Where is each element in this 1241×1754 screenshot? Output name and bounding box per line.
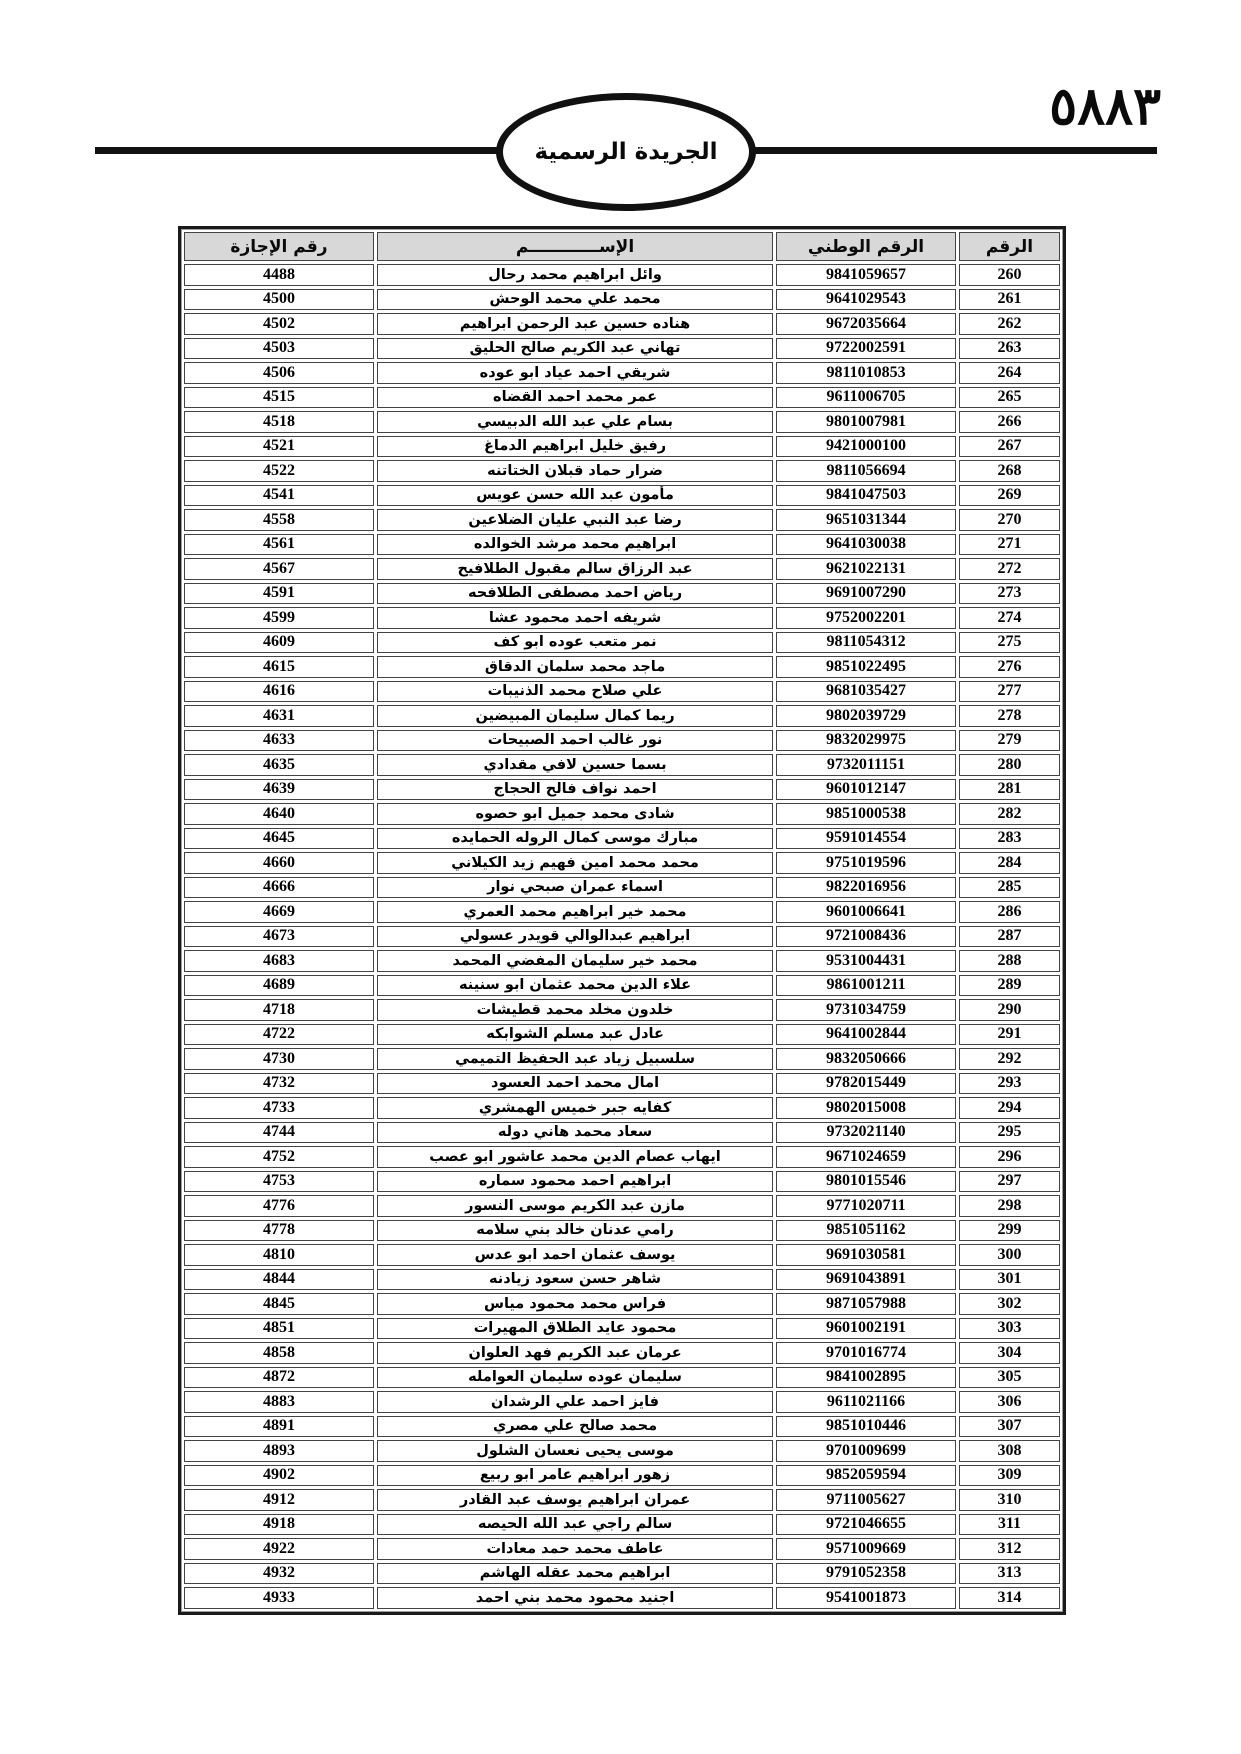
license-number-cell: 4503 — [184, 338, 374, 360]
national-id-cell: 9851000538 — [776, 803, 956, 825]
national-id-cell: 9851010446 — [776, 1416, 956, 1438]
license-number-cell: 4858 — [184, 1342, 374, 1364]
national-id-cell: 9721046655 — [776, 1514, 956, 1536]
table-row — [184, 901, 1060, 923]
name-cell: رفيق خليل ابراهيم الدماغ — [377, 436, 773, 458]
license-number-cell: 4845 — [184, 1293, 374, 1315]
national-id-cell: 9852059594 — [776, 1465, 956, 1487]
header-serial: الرقم — [959, 232, 1060, 261]
national-id-cell: 9531004431 — [776, 950, 956, 972]
table-row — [184, 779, 1060, 801]
table-row — [184, 950, 1060, 972]
serial-cell: 282 — [959, 803, 1060, 825]
name-cell: تهاني عبد الكريم صالح الحليق — [377, 338, 773, 360]
serial-cell: 277 — [959, 681, 1060, 703]
license-number-cell: 4673 — [184, 926, 374, 948]
serial-cell: 264 — [959, 362, 1060, 384]
name-cell: علاء الدين محمد عثمان ابو سنينه — [377, 975, 773, 997]
table-row — [184, 1293, 1060, 1315]
serial-cell: 278 — [959, 705, 1060, 727]
serial-cell: 270 — [959, 509, 1060, 531]
serial-cell: 260 — [959, 264, 1060, 286]
serial-cell: 289 — [959, 975, 1060, 997]
table-row — [184, 999, 1060, 1021]
national-id-cell: 9811056694 — [776, 460, 956, 482]
national-id-cell: 9801015546 — [776, 1171, 956, 1193]
name-cell: شريقي احمد عياد ابو عوده — [377, 362, 773, 384]
national-id-cell: 9802039729 — [776, 705, 956, 727]
license-number-cell: 4567 — [184, 558, 374, 580]
license-number-cell: 4609 — [184, 632, 374, 654]
table-row — [184, 411, 1060, 433]
national-id-cell: 9851022495 — [776, 656, 956, 678]
name-cell: يوسف عثمان احمد ابو عدس — [377, 1244, 773, 1266]
name-cell: شريفه احمد محمود عشا — [377, 607, 773, 629]
license-number-cell: 4730 — [184, 1048, 374, 1070]
header-license-number: رقم الإجازة — [184, 232, 374, 261]
name-cell: عاطف محمد حمد معادات — [377, 1538, 773, 1560]
table-row — [184, 1024, 1060, 1046]
license-number-cell: 4616 — [184, 681, 374, 703]
license-number-cell: 4631 — [184, 705, 374, 727]
national-id-cell: 9731034759 — [776, 999, 956, 1021]
license-number-cell: 4733 — [184, 1097, 374, 1119]
serial-cell: 263 — [959, 338, 1060, 360]
national-id-cell: 9601012147 — [776, 779, 956, 801]
serial-cell: 295 — [959, 1122, 1060, 1144]
header-national-id: الرقم الوطني — [776, 232, 956, 261]
gazette-title: الجريدة الرسمية — [534, 139, 718, 165]
national-id-cell: 9601002191 — [776, 1318, 956, 1340]
national-id-cell: 9871057988 — [776, 1293, 956, 1315]
name-cell: عرمان عبد الكريم فهد العلوان — [377, 1342, 773, 1364]
serial-cell: 280 — [959, 754, 1060, 776]
national-id-cell: 9771020711 — [776, 1195, 956, 1217]
serial-cell: 312 — [959, 1538, 1060, 1560]
table-row — [184, 1220, 1060, 1242]
national-id-cell: 9591014554 — [776, 828, 956, 850]
name-cell: مبارك موسى كمال الروله الحمايده — [377, 828, 773, 850]
name-cell: بسما حسين لافي مقدادي — [377, 754, 773, 776]
table-header-row — [184, 232, 1060, 261]
name-cell: فايز احمد علي الرشدان — [377, 1391, 773, 1413]
serial-cell: 266 — [959, 411, 1060, 433]
name-cell: زهور ابراهيم عامر ابو ربيع — [377, 1465, 773, 1487]
serial-cell: 299 — [959, 1220, 1060, 1242]
license-number-cell: 4639 — [184, 779, 374, 801]
license-number-cell: 4922 — [184, 1538, 374, 1560]
serial-cell: 314 — [959, 1587, 1060, 1609]
name-cell: وائل ابراهيم محمد رحال — [377, 264, 773, 286]
license-number-cell: 4541 — [184, 485, 374, 507]
table-row — [184, 1244, 1060, 1266]
table-row — [184, 607, 1060, 629]
name-cell: كفايه جبر خميس الهمشري — [377, 1097, 773, 1119]
national-id-cell: 9811054312 — [776, 632, 956, 654]
name-cell: مازن عبد الكريم موسى النسور — [377, 1195, 773, 1217]
name-cell: رضا عبد النبي عليان الضلاعين — [377, 509, 773, 531]
license-number-cell: 4518 — [184, 411, 374, 433]
table-row — [184, 803, 1060, 825]
license-number-cell: 4522 — [184, 460, 374, 482]
name-cell: ماجد محمد سلمان الدقاق — [377, 656, 773, 678]
national-id-cell: 9801007981 — [776, 411, 956, 433]
table-row — [184, 264, 1060, 286]
table-row — [184, 1146, 1060, 1168]
license-number-cell: 4778 — [184, 1220, 374, 1242]
name-cell: احمد نواف فالح الحجاج — [377, 779, 773, 801]
name-cell: موسى يحيى نعسان الشلول — [377, 1440, 773, 1462]
serial-cell: 307 — [959, 1416, 1060, 1438]
serial-cell: 276 — [959, 656, 1060, 678]
name-cell: سليمان عوده سليمان العوامله — [377, 1367, 773, 1389]
serial-cell: 292 — [959, 1048, 1060, 1070]
name-cell: خلدون مخلد محمد قطيشات — [377, 999, 773, 1021]
table-row — [184, 313, 1060, 335]
gazette-banner-ellipse — [496, 93, 756, 211]
serial-cell: 262 — [959, 313, 1060, 335]
serial-cell: 273 — [959, 583, 1060, 605]
national-id-cell: 9711005627 — [776, 1489, 956, 1511]
serial-cell: 293 — [959, 1073, 1060, 1095]
table-row — [184, 1195, 1060, 1217]
license-number-cell: 4689 — [184, 975, 374, 997]
name-cell: علي صلاح محمد الذنيبات — [377, 681, 773, 703]
national-id-cell: 9641002844 — [776, 1024, 956, 1046]
serial-cell: 302 — [959, 1293, 1060, 1315]
license-number-cell: 4640 — [184, 803, 374, 825]
license-number-cell: 4515 — [184, 387, 374, 409]
name-cell: عادل عبد مسلم الشوابكه — [377, 1024, 773, 1046]
name-cell: رامي عدنان خالد بني سلامه — [377, 1220, 773, 1242]
license-number-cell: 4635 — [184, 754, 374, 776]
table-row — [184, 1367, 1060, 1389]
national-id-cell: 9791052358 — [776, 1563, 956, 1585]
national-id-cell: 9721008436 — [776, 926, 956, 948]
national-id-cell: 9651031344 — [776, 509, 956, 531]
license-number-cell: 4645 — [184, 828, 374, 850]
licenses-table-grid — [181, 229, 1063, 1612]
national-id-cell: 9621022131 — [776, 558, 956, 580]
national-id-cell: 9822016956 — [776, 877, 956, 899]
national-id-cell: 9611021166 — [776, 1391, 956, 1413]
serial-cell: 283 — [959, 828, 1060, 850]
name-cell: ابراهيم احمد محمود سماره — [377, 1171, 773, 1193]
license-number-cell: 4633 — [184, 730, 374, 752]
table-row — [184, 509, 1060, 531]
table-row — [184, 485, 1060, 507]
national-id-cell: 9641029543 — [776, 289, 956, 311]
table-row — [184, 656, 1060, 678]
name-cell: عبد الرزاق سالم مقبول الطلافيح — [377, 558, 773, 580]
national-id-cell: 9752002201 — [776, 607, 956, 629]
serial-cell: 287 — [959, 926, 1060, 948]
serial-cell: 286 — [959, 901, 1060, 923]
national-id-cell: 9571009669 — [776, 1538, 956, 1560]
table-row — [184, 534, 1060, 556]
name-cell: نمر متعب عوده ابو كف — [377, 632, 773, 654]
serial-cell: 303 — [959, 1318, 1060, 1340]
table-row — [184, 926, 1060, 948]
serial-cell: 305 — [959, 1367, 1060, 1389]
license-number-cell: 4669 — [184, 901, 374, 923]
serial-cell: 261 — [959, 289, 1060, 311]
license-number-cell: 4902 — [184, 1465, 374, 1487]
national-id-cell: 9832029975 — [776, 730, 956, 752]
serial-cell: 269 — [959, 485, 1060, 507]
national-id-cell: 9841059657 — [776, 264, 956, 286]
name-cell: شاهر حسن سعود زيادنه — [377, 1269, 773, 1291]
license-number-cell: 4561 — [184, 534, 374, 556]
table-row — [184, 681, 1060, 703]
table-row — [184, 1269, 1060, 1291]
national-id-cell: 9672035664 — [776, 313, 956, 335]
license-number-cell: 4599 — [184, 607, 374, 629]
serial-cell: 268 — [959, 460, 1060, 482]
name-cell: محمد علي محمد الوحش — [377, 289, 773, 311]
serial-cell: 297 — [959, 1171, 1060, 1193]
national-id-cell: 9691007290 — [776, 583, 956, 605]
national-id-cell: 9732011151 — [776, 754, 956, 776]
license-number-cell: 4753 — [184, 1171, 374, 1193]
license-number-cell: 4912 — [184, 1489, 374, 1511]
serial-cell: 272 — [959, 558, 1060, 580]
name-cell: محمد خير ابراهيم محمد العمري — [377, 901, 773, 923]
license-number-cell: 4521 — [184, 436, 374, 458]
national-id-cell: 9641030038 — [776, 534, 956, 556]
table-row — [184, 632, 1060, 654]
national-id-cell: 9681035427 — [776, 681, 956, 703]
license-number-cell: 4744 — [184, 1122, 374, 1144]
name-cell: محمد خير سليمان المفضي المحمد — [377, 950, 773, 972]
page-number: ٥٨٨٣ — [1049, 79, 1161, 136]
table-row — [184, 460, 1060, 482]
license-number-cell: 4718 — [184, 999, 374, 1021]
national-id-cell: 9811010853 — [776, 362, 956, 384]
national-id-cell: 9841047503 — [776, 485, 956, 507]
name-cell: ريما كمال سليمان المبيضين — [377, 705, 773, 727]
table-row — [184, 436, 1060, 458]
serial-cell: 304 — [959, 1342, 1060, 1364]
license-number-cell: 4893 — [184, 1440, 374, 1462]
table-row — [184, 1514, 1060, 1536]
serial-cell: 308 — [959, 1440, 1060, 1462]
table-row — [184, 705, 1060, 727]
national-id-cell: 9671024659 — [776, 1146, 956, 1168]
license-number-cell: 4591 — [184, 583, 374, 605]
serial-cell: 296 — [959, 1146, 1060, 1168]
licenses-table — [178, 226, 1066, 1615]
table-row — [184, 1416, 1060, 1438]
name-cell: سالم راجي عبد الله الحيصه — [377, 1514, 773, 1536]
name-cell: محمد صالح علي مصري — [377, 1416, 773, 1438]
table-row — [184, 975, 1060, 997]
serial-cell: 310 — [959, 1489, 1060, 1511]
table-row — [184, 1122, 1060, 1144]
license-number-cell: 4752 — [184, 1146, 374, 1168]
name-cell: عمران ابراهيم يوسف عبد القادر — [377, 1489, 773, 1511]
license-number-cell: 4722 — [184, 1024, 374, 1046]
license-number-cell: 4891 — [184, 1416, 374, 1438]
national-id-cell: 9802015008 — [776, 1097, 956, 1119]
national-id-cell: 9851051162 — [776, 1220, 956, 1242]
national-id-cell: 9722002591 — [776, 338, 956, 360]
header-name: الإســــــــــــم — [377, 232, 773, 261]
license-number-cell: 4844 — [184, 1269, 374, 1291]
table-row — [184, 1440, 1060, 1462]
serial-cell: 309 — [959, 1465, 1060, 1487]
serial-cell: 267 — [959, 436, 1060, 458]
license-number-cell: 4933 — [184, 1587, 374, 1609]
table-row — [184, 1587, 1060, 1609]
table-row — [184, 387, 1060, 409]
license-number-cell: 4683 — [184, 950, 374, 972]
name-cell: بسام علي عبد الله الدبيسي — [377, 411, 773, 433]
name-cell: عمر محمد احمد القضاه — [377, 387, 773, 409]
table-row — [184, 1171, 1060, 1193]
table-row — [184, 1391, 1060, 1413]
national-id-cell: 9782015449 — [776, 1073, 956, 1095]
table-row — [184, 730, 1060, 752]
table-row — [184, 877, 1060, 899]
name-cell: ابراهيم عبدالوالي قويدر عسولي — [377, 926, 773, 948]
table-row — [184, 1342, 1060, 1364]
name-cell: مأمون عبد الله حسن عويس — [377, 485, 773, 507]
table-row — [184, 338, 1060, 360]
serial-cell: 306 — [959, 1391, 1060, 1413]
name-cell: ضرار حماد قبلان الختاتنه — [377, 460, 773, 482]
license-number-cell: 4500 — [184, 289, 374, 311]
serial-cell: 300 — [959, 1244, 1060, 1266]
license-number-cell: 4932 — [184, 1563, 374, 1585]
license-number-cell: 4776 — [184, 1195, 374, 1217]
table-row — [184, 362, 1060, 384]
license-number-cell: 4851 — [184, 1318, 374, 1340]
table-row — [184, 1073, 1060, 1095]
national-id-cell: 9601006641 — [776, 901, 956, 923]
table-row — [184, 558, 1060, 580]
serial-cell: 281 — [959, 779, 1060, 801]
table-row — [184, 1563, 1060, 1585]
table-row — [184, 1097, 1060, 1119]
serial-cell: 275 — [959, 632, 1060, 654]
national-id-cell: 9701016774 — [776, 1342, 956, 1364]
name-cell: ابراهيم محمد عقله الهاشم — [377, 1563, 773, 1585]
name-cell: امال محمد احمد العسود — [377, 1073, 773, 1095]
name-cell: محمد محمد امين فهيم زيد الكيلاني — [377, 852, 773, 874]
national-id-cell: 9541001873 — [776, 1587, 956, 1609]
serial-cell: 290 — [959, 999, 1060, 1021]
license-number-cell: 4666 — [184, 877, 374, 899]
table-row — [184, 1489, 1060, 1511]
national-id-cell: 9732021140 — [776, 1122, 956, 1144]
table-row — [184, 1538, 1060, 1560]
table-row — [184, 1048, 1060, 1070]
name-cell: ايهاب عصام الدين محمد عاشور ابو عصب — [377, 1146, 773, 1168]
serial-cell: 301 — [959, 1269, 1060, 1291]
national-id-cell: 9701009699 — [776, 1440, 956, 1462]
license-number-cell: 4488 — [184, 264, 374, 286]
serial-cell: 265 — [959, 387, 1060, 409]
license-number-cell: 4810 — [184, 1244, 374, 1266]
serial-cell: 284 — [959, 852, 1060, 874]
license-number-cell: 4918 — [184, 1514, 374, 1536]
national-id-cell: 9421000100 — [776, 436, 956, 458]
license-number-cell: 4558 — [184, 509, 374, 531]
table-row — [184, 289, 1060, 311]
name-cell: شادى محمد جميل ابو حصوه — [377, 803, 773, 825]
serial-cell: 288 — [959, 950, 1060, 972]
name-cell: اسماء عمران صبحي نوار — [377, 877, 773, 899]
license-number-cell: 4660 — [184, 852, 374, 874]
serial-cell: 291 — [959, 1024, 1060, 1046]
license-number-cell: 4872 — [184, 1367, 374, 1389]
national-id-cell: 9841002895 — [776, 1367, 956, 1389]
national-id-cell: 9611006705 — [776, 387, 956, 409]
name-cell: هناده حسين عبد الرحمن ابراهيم — [377, 313, 773, 335]
name-cell: رياض احمد مصطفى الطلافحه — [377, 583, 773, 605]
national-id-cell: 9691043891 — [776, 1269, 956, 1291]
national-id-cell: 9691030581 — [776, 1244, 956, 1266]
national-id-cell: 9832050666 — [776, 1048, 956, 1070]
name-cell: محمود عايد الطلاق المهيرات — [377, 1318, 773, 1340]
table-row — [184, 852, 1060, 874]
name-cell: ابراهيم محمد مرشد الخوالده — [377, 534, 773, 556]
name-cell: فراس محمد محمود مياس — [377, 1293, 773, 1315]
table-row — [184, 754, 1060, 776]
serial-cell: 271 — [959, 534, 1060, 556]
name-cell: سعاد محمد هاني دوله — [377, 1122, 773, 1144]
serial-cell: 285 — [959, 877, 1060, 899]
serial-cell: 294 — [959, 1097, 1060, 1119]
name-cell: اجنيد محمود محمد بني احمد — [377, 1587, 773, 1609]
name-cell: سلسبيل زياد عبد الحفيظ التميمي — [377, 1048, 773, 1070]
license-number-cell: 4615 — [184, 656, 374, 678]
license-number-cell: 4732 — [184, 1073, 374, 1095]
serial-cell: 279 — [959, 730, 1060, 752]
serial-cell: 311 — [959, 1514, 1060, 1536]
table-row — [184, 828, 1060, 850]
name-cell: نور غالب احمد الصبيحات — [377, 730, 773, 752]
license-number-cell: 4883 — [184, 1391, 374, 1413]
national-id-cell: 9861001211 — [776, 975, 956, 997]
table-row — [184, 1318, 1060, 1340]
serial-cell: 313 — [959, 1563, 1060, 1585]
national-id-cell: 9751019596 — [776, 852, 956, 874]
license-number-cell: 4502 — [184, 313, 374, 335]
license-number-cell: 4506 — [184, 362, 374, 384]
table-row — [184, 583, 1060, 605]
table-row — [184, 1465, 1060, 1487]
serial-cell: 274 — [959, 607, 1060, 629]
serial-cell: 298 — [959, 1195, 1060, 1217]
